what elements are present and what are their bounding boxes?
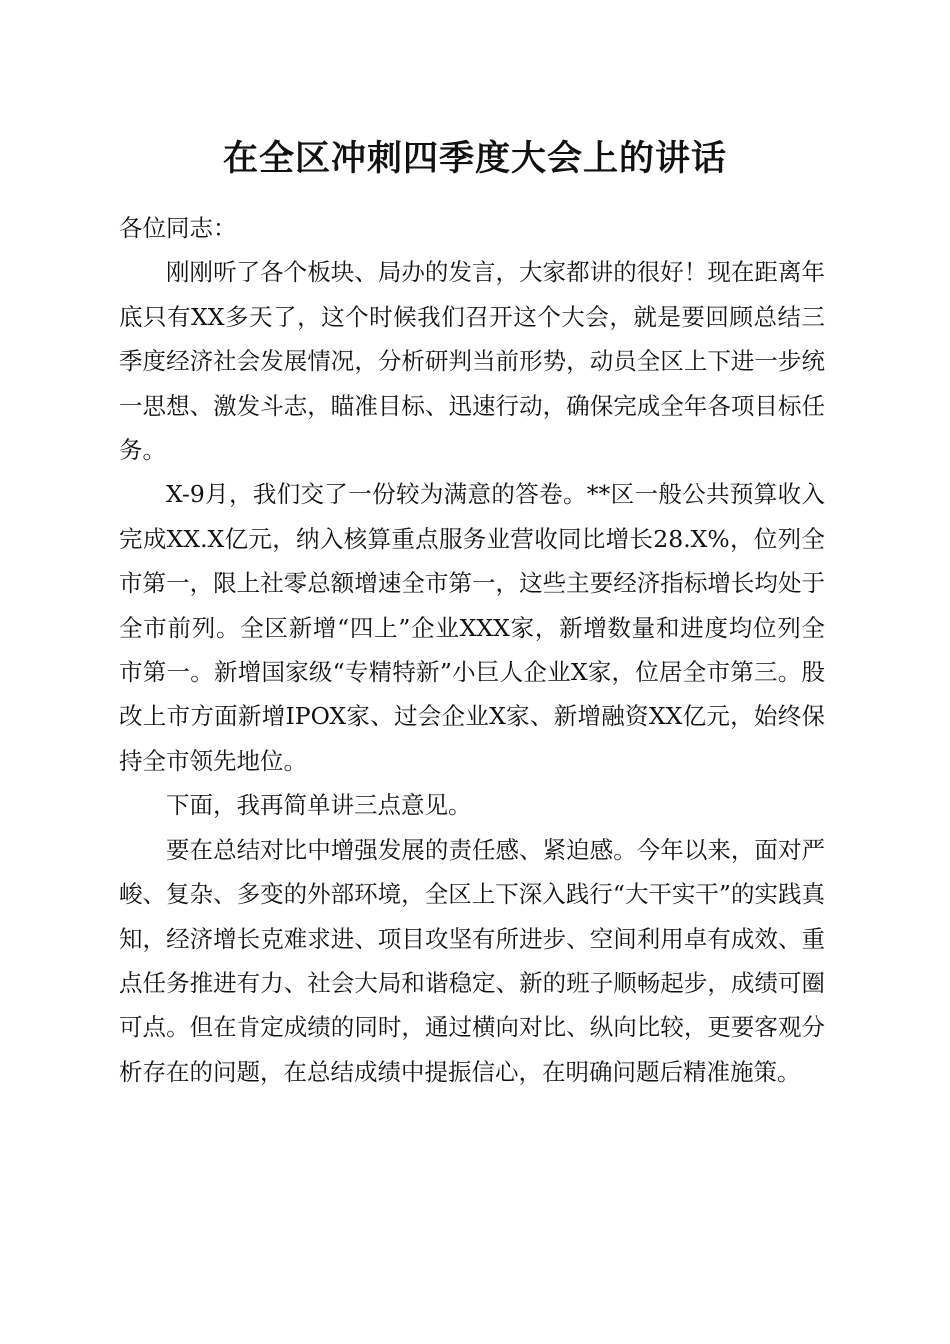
paragraph-opening: 刚刚听了各个板块、局办的发言，大家都讲的很好！现在距离年底只有XX多天了，这个时候我们召开这个大会，就是要回顾总结三季度经济社会发展情况，分析研判当前形势，动员全区上下进一步统一思想、激发斗志，瞄准目标、迅速行动，确保完成全年各项目标任务。 xyxy=(119,258,825,465)
salutation: 各位同志： xyxy=(119,214,237,242)
paragraph-point-one: 要在总结对比中增强发展的责任感、紧迫感。今年以来，面对严峻、复杂、多变的外部环境，全区上下深入践行“大干实干”的实践真知，经济增长克难求进、项目攻坚有所进步、空间利用卓有成效、重点任务推进有力、社会大局和谐稳定、新的班子顺畅起步，成绩可圈可点。但在肯定成绩的同时，通过横向对比、纵向比较，更要客观分析存在的问题，在总结成绩中提振信心，在明确问题后精准施策。 xyxy=(119,835,825,1086)
paragraph-achievements: X-9月，我们交了一份较为满意的答卷。**区一般公共预算收入完成XX.X亿元，纳入核算重点服务业营收同比增长28.X%，位列全市第一，限上社零总额增速全市第一，这些主要经济指标增长均处于全市前列。全区新增“四上”企业XXX家，新增数量和进度均位列全市第一。新增国家级“专精特新”小巨人企业X家，位居全市第三。股改上市方面新增IPOX家、过会企业X家、新增融资XX亿元，始终保持全市领先地位。 xyxy=(119,480,825,775)
document-body xyxy=(119,206,825,1094)
document-title: 在全区冲刺四季度大会上的讲话 xyxy=(222,138,727,179)
paragraph-transition: 下面，我再简单讲三点意见。 xyxy=(166,791,472,820)
